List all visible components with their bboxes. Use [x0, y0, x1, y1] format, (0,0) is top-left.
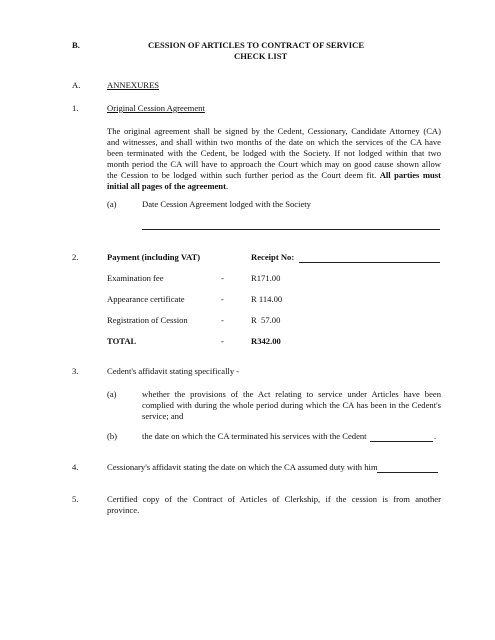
item-5-number: 5. [72, 494, 79, 504]
fee-dash: - [221, 315, 224, 325]
item-2-heading: Payment (including VAT) [107, 252, 201, 262]
item-1-body-emphasis-end: initial all pages of the agreement [107, 181, 226, 191]
fee-dash: - [221, 273, 224, 283]
item-3-number: 3. [72, 366, 79, 376]
receipt-label: Receipt No: [251, 252, 295, 262]
item-1-body-line [107, 181, 441, 192]
fee-amount: R171.00 [251, 273, 281, 283]
item-5-line: Certified copy of the Contract of Articles of Clerkship, if the cession is from another [107, 494, 441, 504]
fee-label: Appearance certificate [107, 294, 185, 304]
item-4-text: Cessionary's affidavit stating the date on which the CA assumed duty with him [107, 462, 378, 472]
item-3b-blank-line[interactable] [370, 441, 433, 442]
item-3b-label: (b) [107, 431, 118, 441]
receipt-number-blank-line[interactable] [299, 262, 440, 263]
item-1-body-line [107, 170, 441, 181]
item-1-body-line: been terminated with the Cedent, be lodged with the Society. If not lodged within that two [107, 148, 441, 158]
item-1-body-line: The original agreement shall be signed by the Cedent, Cessionary, Candidate Attorney (CA) [107, 126, 441, 136]
item-5-line: province. [107, 505, 140, 515]
item-3-heading: Cedent's affidavit stating specifically - [107, 366, 240, 376]
item-3a-line: complied with during the whole period during which the CA has been in the Cedent's [142, 400, 441, 410]
item-3a-line: service; and [142, 411, 184, 421]
total-dash: - [221, 336, 224, 346]
item-1-heading: Original Cession Agreement [107, 103, 205, 113]
item-4-number: 4. [72, 462, 79, 472]
item-4-blank-line[interactable] [377, 472, 438, 473]
item-3a-label: (a) [107, 389, 117, 399]
item-2-number: 2. [72, 252, 79, 262]
item-1-body-period: . [225, 181, 229, 191]
fee-label: Examination fee [107, 273, 164, 283]
section-letter: B. [72, 40, 80, 50]
fee-dash: - [221, 294, 224, 304]
item-1-body-line: and witnesses, and shall within two months of the date on which the services of the CA have [107, 137, 441, 147]
item-1-body-line: month period the CA will have to approach the Court which may on good cause shown allow [107, 159, 441, 169]
item-5-text [107, 494, 441, 516]
total-amount: R342.00 [251, 336, 281, 346]
item-3a-line: whether the provisions of the Act relating to service under Articles have been [142, 389, 441, 399]
fee-amount: R 57.00 [251, 315, 281, 325]
fee-amount: R 114.00 [251, 294, 283, 304]
page-subtitle: CHECK LIST [234, 51, 288, 61]
section-a-heading: ANNEXURES [107, 80, 160, 90]
item-3a-text [142, 389, 441, 422]
item-1-body-emphasis: All parties must [379, 170, 441, 180]
total-label: TOTAL [107, 336, 137, 346]
fee-label: Registration of Cession [107, 315, 188, 325]
item-3b-text: the date on which the CA terminated his services with the Cedent [142, 431, 367, 441]
page-title: CESSION OF ARTICLES TO CONTRACT OF SERVICE [148, 40, 365, 50]
item-1-number: 1. [72, 103, 79, 113]
item-1a-text: Date Cession Agreement lodged with the Society [142, 199, 311, 209]
item-1a-blank-line[interactable] [142, 229, 440, 230]
item-1-body [107, 126, 441, 192]
section-a-letter: A. [72, 80, 81, 90]
item-1-body-text: the Cession to be lodged within such further period as the Court deem fit. [107, 170, 377, 180]
item-3b-period: . [434, 431, 437, 441]
item-1a-label: (a) [107, 199, 117, 209]
